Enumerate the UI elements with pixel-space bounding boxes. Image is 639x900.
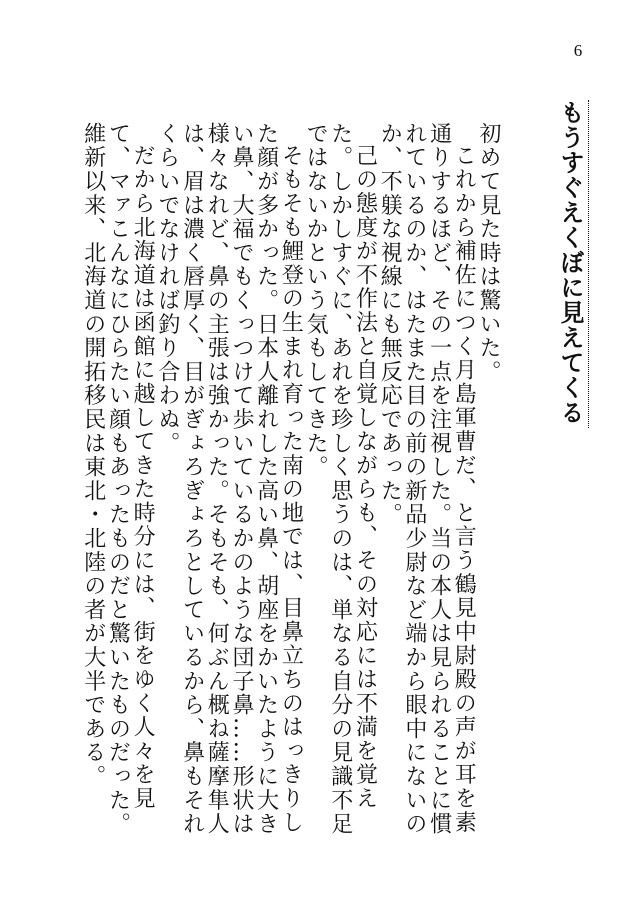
chapter-title: もうすぐえくぼに見えてくる <box>556 100 585 425</box>
paragraph: そもそも鯉登の生まれ育った南の地では、目鼻立ちのはっきりした顔が多かった。日本人離れした高い鼻、胡座をかいたように大きい鼻、大福でもくっつけて歩いているかのような団子鼻……形状は様々なれど、鼻の主張は強かった。そもそも、何ぶん概ね薩摩隼人は、眉は濃く唇厚く、目がぎょろぎょろとしているから、鼻もそれくらいでなければ釣り合わぬ。 <box>154 122 304 836</box>
paragraph: だから北海道は函館に越してきた時分には、街をゆく人々を見て、マァこんなにひらたい顔もあったものだと驚いたものだった。維新以来、北海道の開拓移民は東北・北陸の者が大半である。 <box>80 122 156 836</box>
chapter-title-rule <box>588 100 589 428</box>
paragraph: 己の態度が不作法と自覚しながらも、その対応には不満を覚えた。しかしすぐに、あれを珍しく思うのは、単なる自分の見識不足ではないかという気もしてきた。 <box>303 122 378 836</box>
body-text <box>80 122 501 850</box>
page-number: 6 <box>573 41 583 60</box>
paragraph: これから補佐につく月島軍曹だ、と言う鶴見中尉殿の声が耳を素通りするほど、その一点を注視した。当の本人は見られることに慣れているのか、はたまた目の前の新品少尉など端から眼中にないのか、不躾な視線にも無反応であった。 <box>377 122 477 836</box>
paragraph: 初めて見た時は驚いた。 <box>476 122 501 384</box>
